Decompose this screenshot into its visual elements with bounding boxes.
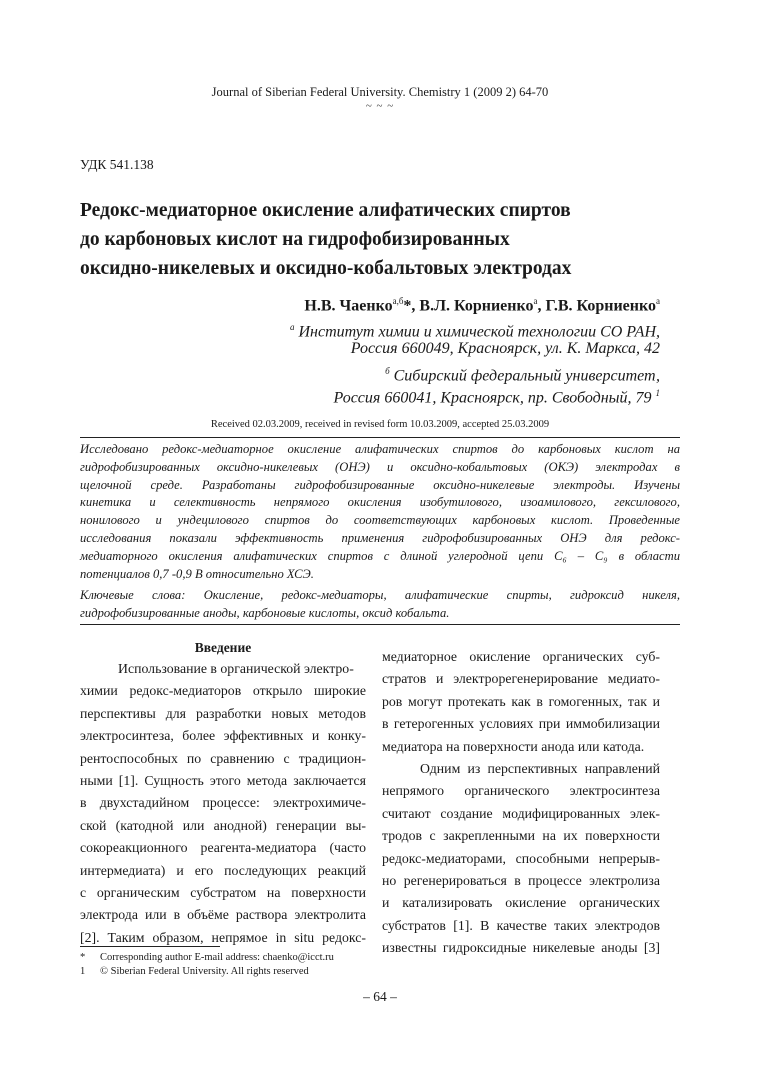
abstract-line: потенциалов 0,7 -0,9 В относительно ХСЭ. <box>80 566 314 581</box>
body-line: электрода или в объёме раствора электролита <box>80 907 366 923</box>
abstract-line: медиаторного окисления алифатических спиртов с длиной углеродной цепи С₆ – С₉ в области <box>80 548 680 563</box>
title-line: оксидно-никелевых и оксидно-кобальтовых электродах <box>80 258 572 279</box>
journal-header: Journal of Siberian Federal University. Chemistry 1 (2009 2) 64-70 <box>211 85 549 99</box>
footnote <box>80 951 334 964</box>
keywords-line: гидрофобизированные аноды, карбоновые кислоты, оксид кобальта. <box>80 605 450 620</box>
affiliation-b-line2 <box>334 382 661 409</box>
abstract-line: щелочной среде. Разработаны гидрофобизированные оксидно-никелевые электроды. Изучены <box>80 477 680 492</box>
title-line: Редокс-медиаторное окисление алифатических спиртов <box>80 200 571 221</box>
affiliation-text: Сибирский федеральный университет, <box>389 367 660 385</box>
abstract-line: нонилового и ундецилового спиртов до соответствующих карбоновых кислот. Проведенные <box>80 513 680 528</box>
title-line: до карбоновых кислот на гидрофобизированных <box>80 229 510 250</box>
author-name: Н.В. Чаенко <box>304 297 393 315</box>
affiliation-text: Институт химии и химической технологии СО РАН, <box>294 323 660 341</box>
body-line: медиаторное окисление органических суб- <box>382 649 660 664</box>
body-line: рентоспособных по сравнению с традицион- <box>80 750 366 766</box>
author-sup: а <box>533 296 538 306</box>
body-line: электросинтеза, более эффективных и конку- <box>80 728 366 744</box>
abstract-line: Исследовано редокс-медиаторное окисление алифатических спиртов до карбоновых кислот на <box>80 442 680 456</box>
affiliation-sup: б <box>385 366 390 376</box>
left-column <box>80 658 366 949</box>
author-list <box>304 296 660 315</box>
author-separator: , <box>537 297 546 315</box>
body-line: [2]. Таким образом, непрямое in situ редокс- <box>80 929 366 945</box>
abstract-line: исследования показали эффективность применения гидрофобизированных ОНЭ для редокс- <box>80 530 680 545</box>
received-dates: Received 02.03.2009, received in revised form 10.03.2009, accepted 25.03.2009 <box>210 419 550 430</box>
article-title <box>80 196 680 283</box>
body-line: сокореакционного реагента-медиатора (часто <box>80 840 366 856</box>
page-number: – 64 – <box>363 989 397 1004</box>
keywords <box>80 587 680 623</box>
body-line: редокс-медиаторами, способными непрерыв- <box>382 850 660 866</box>
abstract <box>80 441 680 583</box>
body-line: и катализировать окисление органических <box>382 895 660 911</box>
body-line: медиатора на поверхности анода или катода. <box>382 738 645 754</box>
footnote <box>80 965 309 978</box>
body-line: в двухстадийном процессе: электрохимиче- <box>80 795 366 811</box>
abstract-top-rule <box>80 437 680 438</box>
body-line: ными [1]. Сущность этого метода заключается <box>80 773 366 789</box>
keywords-line: Ключевые слова: Окисление, редокс-медиаторы, алифатические спирты, гидроксид никеля, <box>80 588 680 602</box>
author-sup: а,б <box>392 296 404 306</box>
abstract-bottom-rule <box>80 624 680 625</box>
footnote-rule <box>80 946 220 947</box>
header-ornament: ~ ~ ~ <box>365 100 395 112</box>
author-name: Г.В. Корниенко <box>545 297 656 315</box>
author-name: В.Л. Корниенко <box>419 297 534 315</box>
body-line: тродов с закрепленными на их поверхности <box>382 828 660 844</box>
body-line: химии редокс-медиаторов открыло широкие <box>80 683 366 699</box>
author-separator: , <box>411 297 420 315</box>
footnote-mark: 1 <box>80 966 86 977</box>
affiliation-a-line2: Россия 660049, Красноярск, ул. К. Маркса, 42 <box>350 340 660 357</box>
affiliation-sup: 1 <box>655 388 660 398</box>
body-line: Использование в органической электро- <box>118 661 354 676</box>
affiliation-sup: а <box>289 322 295 332</box>
body-line: считают создание модифицированных элек- <box>382 805 660 821</box>
section-heading: Введение <box>194 640 252 655</box>
corresponding-mark: * <box>403 297 412 315</box>
body-line: в гетерогенных условиях при иммобилизации <box>382 716 660 732</box>
body-line: интермедиата) и его последующих реакций <box>80 862 366 878</box>
body-line: ров могут протекать как в гомогенных, так и <box>382 693 660 709</box>
body-line: известны гидроксидные никелевые аноды [3] <box>382 940 660 956</box>
affiliation-text: Россия 660041, Красноярск, пр. Свободный, 79 <box>333 389 652 407</box>
footnote-text: Corresponding author E-mail address: chaenko@icct.ru <box>100 952 334 963</box>
body-line: с органическим субстратом на поверхности <box>80 885 366 901</box>
abstract-line: гидрофобизированных оксидно-никелевых (ОНЭ) и оксидно-кобальтовых (ОКЭ) электродах в <box>80 459 680 474</box>
udk-code: УДК 541.138 <box>80 157 154 172</box>
body-line: перспективы для разработки новых методов <box>80 705 366 721</box>
right-column <box>382 646 660 960</box>
body-line: стратов и электрорегенерирование медиато- <box>382 671 660 687</box>
body-line: но регенерироваться в процессе электролиза <box>382 873 660 889</box>
author-sup: а <box>656 296 660 306</box>
footnote-mark: * <box>80 952 86 963</box>
body-line: Одним из перспективных направлений <box>420 761 660 777</box>
body-line: непрямого органического электросинтеза <box>382 783 660 799</box>
body-line: субстратов [1]. В качестве таких электродов <box>382 917 660 933</box>
footnote-text: © Siberian Federal University. All rights reserved <box>100 966 309 977</box>
abstract-line: кинетика и селективность непрямого окисления изобутилового, изоамилового, гексилового, <box>80 495 680 510</box>
body-line: ской (катодной или анодной) генерации вы- <box>80 817 366 833</box>
